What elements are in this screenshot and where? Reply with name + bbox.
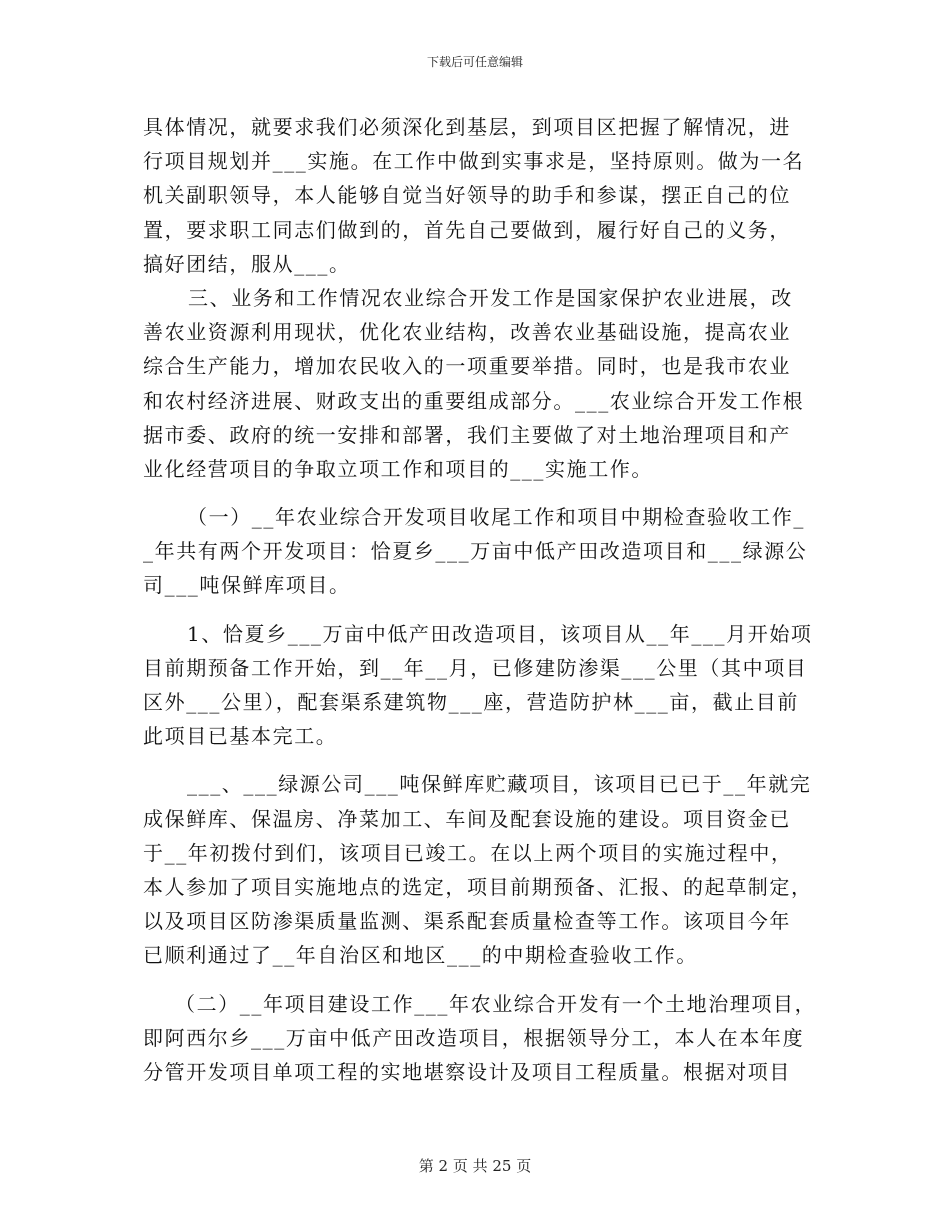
- text-line: 目前期预备工作开始，到__年__月，已修建防渗渠___公里（其中项目: [143, 655, 808, 680]
- text-line: 置，要求职工同志们做到的，首先自己要做到，履行好自己的义务，: [143, 217, 791, 242]
- text-line: 善农业资源利用现状，优化农业结构，改善农业基础设施，提高农业: [143, 320, 791, 345]
- text-line: 于__年初拨付到们，该项目已竣工。在以上两个项目的实施过程中，: [143, 840, 793, 865]
- text-line: ___、___绿源公司___吨保鲜库贮藏项目，该项目已已于__年就完: [187, 772, 812, 797]
- text-line: 据市委、政府的统一安排和部署，我们主要做了对土地治理项目和产: [143, 422, 791, 447]
- page-header-note: 下载后可任意编辑: [426, 55, 523, 69]
- text-line: 区外___公里），配套渠系建筑物___座，营造防护林___亩，截止目前: [143, 690, 799, 714]
- text-line: 三、业务和工作情况农业综合开发工作是国家保护农业进展，改: [188, 285, 793, 310]
- text-line: （一）__年农业综合开发项目收尾工作和项目中期检查验收工作_: [187, 505, 805, 530]
- text-line: 机关副职领导，本人能够自觉当好领导的助手和参谋，摆正自己的位: [143, 183, 791, 208]
- page-number: 第 2 页 共 25 页: [418, 1157, 532, 1175]
- text-line: 分管开发项目单项工程的实地堪察设计及项目工程质量。根据对项目: [143, 1059, 791, 1084]
- paragraph-gap: [143, 603, 807, 617]
- text-line: 司___吨保鲜库项目。: [143, 573, 351, 598]
- paragraph-gap: [143, 753, 807, 767]
- text-line: 和农村经济进展、财政支出的重要组成部分。___农业综合开发工作根: [143, 388, 805, 413]
- paragraph-gap: [143, 486, 807, 500]
- text-line: 此项目已基本完工。: [143, 724, 338, 749]
- text-line: _年共有两个开发项目：恰夏乡___万亩中低产田改造项目和___绿源公: [143, 539, 808, 564]
- text-line: （二）__年项目建设工作___年农业综合开发有一个土地治理项目，: [175, 991, 817, 1016]
- text-line: 具体情况，就要求我们必须深化到基层，到项目区把握了解情况，进: [143, 115, 791, 139]
- text-line: 1、恰夏乡___万亩中低产田改造项目，该项目从__年___月开始项: [187, 621, 813, 646]
- paragraph-gap: [143, 973, 807, 987]
- text-line: 业化经营项目的争取立项工作和项目的___实施工作。: [143, 456, 653, 481]
- text-line: 即阿西尔乡___万亩中低产田改造项目，根据领导分工，本人在本年度: [143, 1025, 805, 1050]
- text-line: 综合生产能力，增加农民收入的一项重要举措。同时，也是我市农业: [143, 354, 791, 379]
- text-line: 以及项目区防渗渠质量监测、渠系配套质量检查等工作。该项目今年: [143, 909, 791, 934]
- text-line: 已顺利通过了__年自治区和地区___的中期检查验收工作。: [143, 943, 698, 968]
- text-line: 搞好团结，服从___。: [143, 251, 351, 276]
- document-body: [143, 110, 817, 1089]
- text-line: 行项目规划并___实施。在工作中做到实事求是，坚持原则。做为一名: [143, 149, 805, 174]
- text-line: 成保鲜库、保温房、净菜加工、车间及配套设施的建设。项目资金已: [143, 806, 791, 831]
- text-line: 本人参加了项目实施地点的选定，项目前期预备、汇报、的起草制定，: [143, 874, 813, 899]
